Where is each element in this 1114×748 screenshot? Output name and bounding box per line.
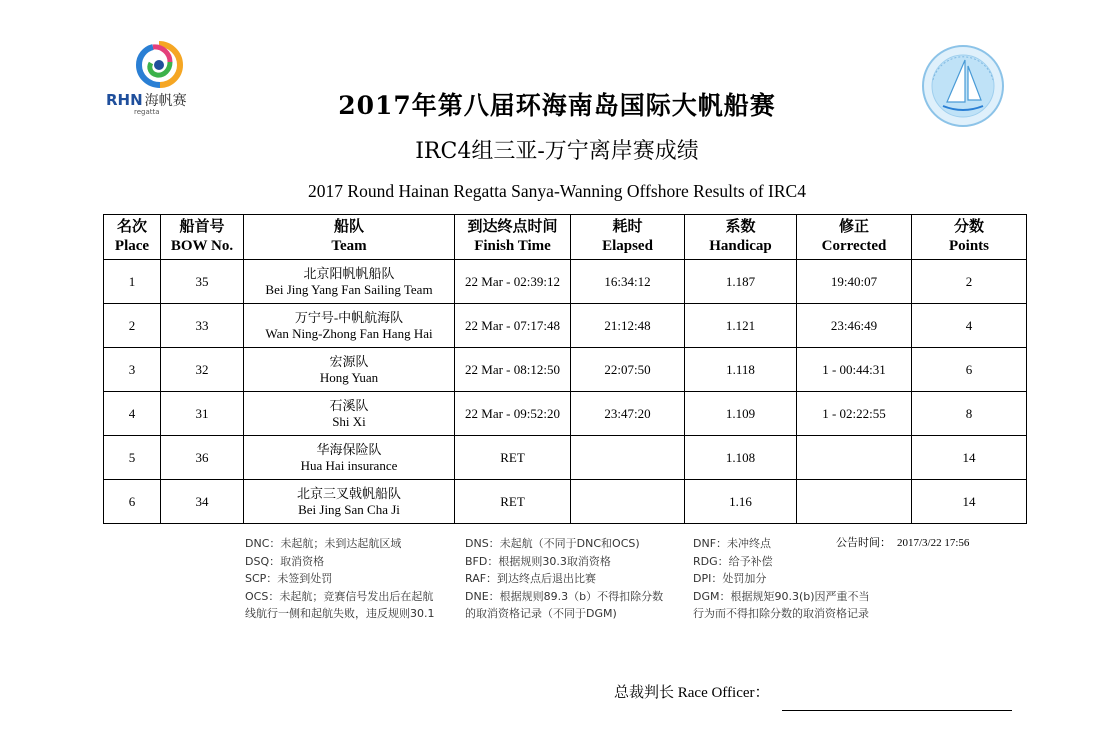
race-officer-label: 总裁判长 Race Officer： [614, 685, 770, 701]
results-table [103, 214, 1027, 524]
header-en: BOW No. [170, 238, 234, 254]
team-name-cn: 华海保险队 [316, 441, 382, 457]
cell-elapsed: 21:12:48 [571, 304, 685, 348]
swirl-logo-icon [134, 40, 184, 90]
header-en: Points [948, 238, 989, 254]
legend-item: RAF：到达终点后退出比赛 [465, 572, 597, 585]
cell-finish: 22 Mar - 08:12:50 [455, 348, 571, 392]
team-name-en: Hua Hai insurance [300, 457, 398, 473]
cell-elapsed [571, 480, 685, 524]
cell-bow: 35 [161, 260, 244, 304]
cell-points: 8 [912, 392, 1027, 436]
cell-team [244, 392, 455, 436]
cell-handicap: 1.121 [685, 304, 797, 348]
cell-finish: 22 Mar - 09:52:20 [455, 392, 571, 436]
table-row [104, 392, 1027, 436]
header-cn: 到达终点时间 [467, 219, 558, 235]
header-cn: 名次 [116, 219, 147, 235]
header-elapsed [571, 215, 685, 260]
cell-finish: RET [455, 436, 571, 480]
legend-item: RDG：给予补偿 [693, 554, 773, 568]
header-place [104, 215, 161, 260]
cell-elapsed: 16:34:12 [571, 260, 685, 304]
page-subtitle-cn: IRC4组三亚-万宁离岸赛成绩 [415, 139, 699, 164]
cell-team [244, 260, 455, 304]
notice-label: 公告时间： [836, 536, 891, 549]
cell-finish: 22 Mar - 07:17:48 [455, 304, 571, 348]
header-team [244, 215, 455, 260]
cell-handicap: 1.109 [685, 392, 797, 436]
header-cn: 系数 [725, 219, 756, 235]
cell-elapsed: 22:07:50 [571, 348, 685, 392]
cell-bow: 34 [161, 480, 244, 524]
team-name-cn: 万宁号-中帆航海队 [294, 309, 404, 325]
cell-place: 4 [104, 392, 161, 436]
page-title-cn: 2017年第八届环海南岛国际大帆船赛 [338, 91, 776, 120]
header-en: Place [114, 238, 150, 254]
cell-corrected: 19:40:07 [797, 260, 912, 304]
cell-place: 2 [104, 304, 161, 348]
team-name-cn: 北京阳帆帆船队 [303, 265, 395, 281]
cell-handicap: 1.16 [685, 480, 797, 524]
header-cn: 船队 [333, 219, 364, 235]
header-cn: 修正 [838, 219, 869, 235]
cell-handicap: 1.187 [685, 260, 797, 304]
legend-item: DNS：未起航（不同于DNC和OCS) [465, 537, 640, 550]
legend-item: DNF：未冲终点 [693, 537, 772, 550]
cell-bow: 31 [161, 392, 244, 436]
cell-points: 4 [912, 304, 1027, 348]
header-points [912, 215, 1027, 260]
team-name-en: Wan Ning-Zhong Fan Hang Hai [265, 325, 433, 341]
cell-place: 6 [104, 480, 161, 524]
header-en: Corrected [821, 238, 887, 254]
logo-sub-text: regatta [134, 108, 160, 116]
cell-bow: 33 [161, 304, 244, 348]
cell-corrected [797, 436, 912, 480]
team-name-en: Shi Xi [332, 413, 366, 429]
header-en: Team [331, 238, 367, 254]
cell-team [244, 436, 455, 480]
cell-handicap: 1.108 [685, 436, 797, 480]
header-en: Finish Time [474, 238, 551, 254]
table-row [104, 436, 1027, 480]
legend-item: DPI：处罚加分 [693, 572, 767, 585]
team-name-en: Bei Jing Yang Fan Sailing Team [265, 281, 433, 297]
legend-item: BFD：根据规则30.3取消资格 [465, 554, 611, 568]
table-row [104, 348, 1027, 392]
cell-elapsed [571, 436, 685, 480]
team-name-cn: 石溪队 [329, 397, 369, 413]
legend-item: SCP：未签到处罚 [245, 572, 333, 585]
header-corrected [797, 215, 912, 260]
header-en: Handicap [709, 238, 772, 254]
team-name-en: Bei Jing San Cha Ji [298, 501, 400, 517]
legend-item: DNC：未起航；未到达起航区域 [245, 537, 402, 550]
cell-finish: 22 Mar - 02:39:12 [455, 260, 571, 304]
legend-item: DNE：根据规则89.3（b）不得扣除分数 [465, 589, 664, 603]
legend-item: DSQ：取消资格 [245, 554, 325, 568]
signature-line [782, 710, 1012, 711]
team-name-en: Hong Yuan [319, 369, 379, 385]
cell-handicap: 1.118 [685, 348, 797, 392]
header-cn: 耗时 [612, 219, 643, 235]
table-row [104, 304, 1027, 348]
cell-points: 2 [912, 260, 1027, 304]
header-cn: 分数 [953, 219, 984, 235]
cell-corrected: 23:46:49 [797, 304, 912, 348]
legend-item: OCS：未起航；竞赛信号发出后在起航 [245, 589, 434, 603]
page-title-en: 2017 Round Hainan Regatta Sanya-Wanning Offshore Results of IRC4 [308, 181, 806, 201]
notice-time [836, 534, 969, 550]
cell-bow: 36 [161, 436, 244, 480]
team-name-cn: 北京三叉戟帆船队 [296, 485, 401, 501]
cell-finish: RET [455, 480, 571, 524]
header-finish-time [455, 215, 571, 260]
cell-place: 5 [104, 436, 161, 480]
cell-corrected: 1 - 02:22:55 [797, 392, 912, 436]
cell-team [244, 480, 455, 524]
cell-points: 6 [912, 348, 1027, 392]
header-cn: 船首号 [179, 219, 225, 235]
table-row [104, 480, 1027, 524]
legend-item: 线航行一侧和起航失败，违反规则30.1 [245, 607, 435, 620]
legend-item: 行为而不得扣除分数的取消资格记录 [693, 607, 869, 620]
team-name-cn: 宏源队 [329, 353, 369, 369]
cell-corrected [797, 480, 912, 524]
legend-item: 的取消资格记录（不同于DGM) [465, 607, 617, 620]
cell-points: 14 [912, 436, 1027, 480]
cell-team [244, 348, 455, 392]
cell-place: 1 [104, 260, 161, 304]
cell-points: 14 [912, 480, 1027, 524]
legend-item: DGM：根据规矩90.3(b)因严重不当 [693, 589, 870, 603]
table-row [104, 260, 1027, 304]
logo-brand-cn: 海帆赛 [144, 93, 187, 109]
cell-elapsed: 23:47:20 [571, 392, 685, 436]
notice-timestamp: 2017/3/22 17:56 [897, 537, 970, 549]
header-bow [161, 215, 244, 260]
cell-place: 3 [104, 348, 161, 392]
legend-column-1 [245, 535, 455, 623]
table-header-row [104, 215, 1027, 260]
logo-brand-text: RHN [106, 91, 143, 109]
cell-bow: 32 [161, 348, 244, 392]
header-handicap [685, 215, 797, 260]
header-en: Elapsed [602, 238, 653, 254]
cell-team [244, 304, 455, 348]
cell-corrected: 1 - 00:44:31 [797, 348, 912, 392]
legend-column-2 [465, 535, 685, 623]
